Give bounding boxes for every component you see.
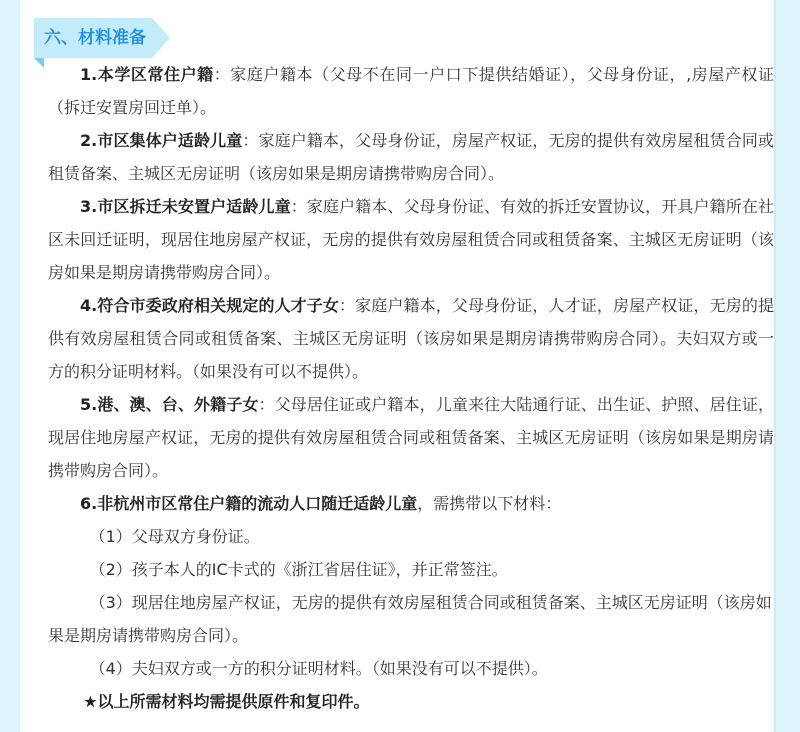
- material-paragraph-5: [48, 388, 774, 487]
- material-paragraph-4: [48, 289, 774, 388]
- sub-item-1: （1）父母双方身份证。: [89, 527, 260, 546]
- original-copy-note: ★以上所需材料均需提供原件和复印件。: [83, 692, 370, 711]
- section-title: 六、材料准备: [34, 18, 152, 58]
- sub-item-4: （4）夫妇双方或一方的积分证明材料。（如果没有可以不提供）。: [89, 659, 548, 678]
- paragraph-text: ：家庭户籍本、父母身份证、有效的拆迁安置协议，开具户籍所在社区未回迁证明，现居住地房屋产权证，无房的提供有效房屋租赁合同或租赁备案、主城区无房证明（该房如果是期房请携带购房合同）。: [48, 197, 774, 282]
- article-card: [20, 0, 776, 732]
- sub-item-3: （3）现居住地房屋产权证，无房的提供有效房屋租赁合同或租赁备案、主城区无房证明（该房如果是期房请携带购房合同）。: [48, 593, 772, 645]
- paragraph-heading: 3.市区拆迁未安置户适龄儿童: [80, 197, 291, 216]
- paragraph-heading: 5.港、澳、台、外籍子女: [80, 395, 259, 414]
- article-body: [48, 58, 774, 718]
- material-paragraph-6: [48, 487, 774, 520]
- material-paragraph-3: [48, 190, 774, 289]
- paragraph-heading: 2.市区集体户适龄儿童: [80, 131, 243, 150]
- paragraph-heading: 1.本学区常住户籍: [80, 65, 214, 84]
- sub-item-2: （2）孩子本人的IC卡式的《浙江省居住证》，并正常签注。: [89, 560, 508, 579]
- paragraph-heading: 6.非杭州市区常住户籍的流动人口随迁适龄儿童: [80, 494, 418, 513]
- paragraph-text: ：家庭户籍本，父母身份证，房屋产权证，无房的提供有效房屋租赁合同或租赁备案、主城区无房证明（该房如果是期房请携带购房合同）。: [48, 131, 774, 183]
- paragraph-text: ：父母居住证或户籍本，儿童来往大陆通行证、出生证、护照、居住证，现居住地房屋产权证，无房的提供有效房屋租赁合同或租赁备案、主城区无房证明（该房如果是期房请携带购房合同）。: [48, 395, 774, 480]
- tag-fold-shape: [34, 58, 44, 68]
- paragraph-heading: 4.符合市委政府相关规定的人才子女: [80, 296, 340, 315]
- material-paragraph-2: [48, 124, 774, 190]
- right-margin-strip: [774, 0, 800, 732]
- paragraph-text: ：家庭户籍本（父母不在同一户口下提供结婚证），父母身份证，,房屋产权证（拆迁安置房回迁单）。: [48, 65, 774, 117]
- left-margin-strip: [0, 0, 20, 732]
- paragraph-text: ，需携带以下材料：: [417, 494, 562, 513]
- tag-arrow-shape: [152, 18, 170, 58]
- section-header-tag: [34, 18, 170, 58]
- paragraph-text: ：家庭户籍本，父母身份证，人才证，房屋产权证，无房的提供有效房屋租赁合同或租赁备案、主城区无房证明（该房如果是期房请携带购房合同）。夫妇双方或一方的积分证明材料。（如果没有可以不提供）。: [48, 296, 774, 381]
- material-paragraph-1: [48, 58, 774, 124]
